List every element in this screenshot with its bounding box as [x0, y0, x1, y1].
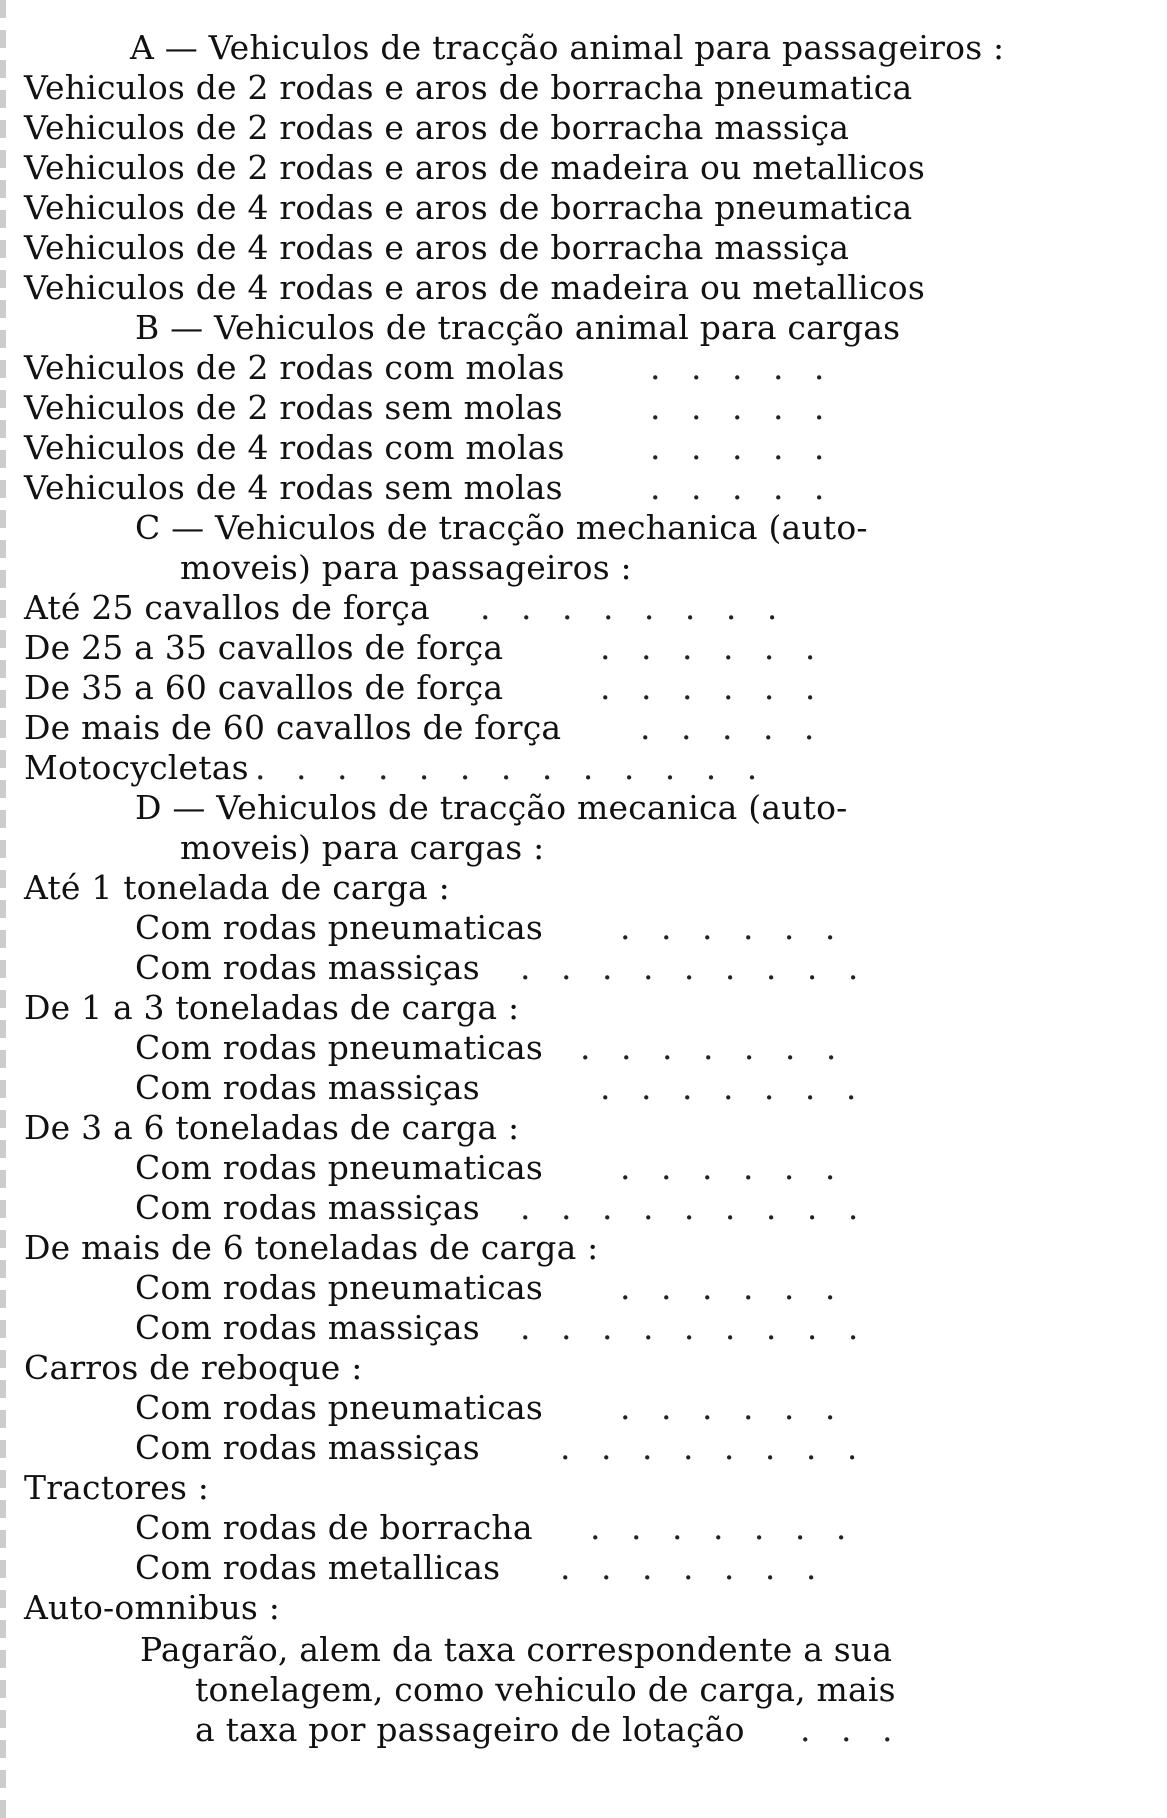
row-label: Com rodas massiças	[135, 1068, 480, 1107]
row-label: Vehiculos de 4 rodas e aros de borracha pneumatica	[24, 188, 913, 227]
dot-leaders: . . . . . . .	[600, 1068, 867, 1107]
group-title-text: Carros de reboque :	[24, 1348, 363, 1387]
row-label: Com rodas pneumaticas	[135, 1388, 543, 1427]
dot-leaders: . . . . . .	[600, 668, 826, 707]
page-edge-shadow	[0, 0, 6, 1818]
dot-leaders: . . . . .	[640, 708, 825, 747]
row-label: Vehiculos de 4 rodas sem molas	[24, 468, 563, 507]
paragraph-line: tonelagem, como vehiculo de carga, mais	[195, 1670, 896, 1709]
paragraph-line: a taxa por passageiro de lotação	[195, 1710, 745, 1749]
row-label: Com rodas pneumaticas	[135, 908, 543, 947]
row-label: Com rodas massiças	[135, 1308, 480, 1347]
row-label: Com rodas massiças	[135, 1188, 480, 1227]
row-label: Vehiculos de 2 rodas e aros de madeira ou metallicos	[24, 148, 925, 187]
row-label: Com rodas de borracha	[135, 1508, 533, 1547]
row-label: Com rodas pneumaticas	[135, 1028, 543, 1067]
dot-leaders: . . . . . . .	[590, 1508, 857, 1547]
dot-leaders: . . . . . . . . .	[520, 948, 869, 987]
dot-leaders: . . . . . . .	[560, 1548, 827, 1587]
section-b-heading-text: B — Vehiculos de tracção animal para cargas	[135, 308, 901, 347]
group-title-text: Tractores :	[24, 1468, 210, 1507]
dot-leaders: . . . . . .	[620, 1268, 846, 1307]
section-c-heading-text-2: moveis) para passageiros :	[180, 548, 632, 587]
group-title-text: De 3 a 6 toneladas de carga :	[24, 1108, 520, 1147]
section-c-heading-text-1: C — Vehiculos de tracção mechanica (auto-	[135, 508, 868, 547]
row-label: Com rodas metallicas	[135, 1548, 501, 1587]
dot-leaders: . . . . .	[650, 348, 835, 387]
dot-leaders: . . . . .	[650, 428, 835, 467]
dot-leaders: . . . . . . . . . . . . .	[255, 748, 768, 787]
dot-leaders: . . . . . . . .	[560, 1428, 868, 1467]
row-label: Até 25 cavallos de força	[24, 588, 430, 627]
group-title-text: Até 1 tonelada de carga :	[24, 868, 450, 907]
group-title-text: De mais de 6 toneladas de carga :	[24, 1228, 599, 1267]
dot-leaders: . . . . .	[650, 388, 835, 427]
row-label: Com rodas pneumaticas	[135, 1148, 543, 1187]
paragraph-line: Pagarão, alem da taxa correspondente a sua	[140, 1630, 893, 1669]
row-label: Vehiculos de 4 rodas com molas	[24, 428, 565, 467]
row-label: Vehiculos de 4 rodas e aros de madeira ou metallicos	[24, 268, 925, 307]
row-label: Vehiculos de 2 rodas com molas	[24, 348, 565, 387]
row-label: Com rodas massiças	[135, 948, 480, 987]
section-d-heading-text-1: D — Vehiculos de tracção mecanica (auto-	[135, 788, 848, 827]
section-d-heading-text-2: moveis) para cargas :	[180, 828, 545, 867]
row-label: De 25 a 35 cavallos de força	[24, 628, 504, 667]
dot-leaders: . . . . .	[650, 468, 835, 507]
dot-leaders: . . . . . . .	[580, 1028, 847, 1067]
dot-leaders: . . . . . . . . .	[520, 1188, 869, 1227]
row-label: De mais de 60 cavallos de força	[24, 708, 562, 747]
dot-leaders: . . . . . .	[620, 1388, 846, 1427]
dot-leaders: . . . . . .	[620, 1148, 846, 1187]
auto-omnibus-title-text: Auto-omnibus :	[24, 1588, 281, 1627]
row-label: Vehiculos de 2 rodas e aros de borracha massiça	[24, 108, 850, 147]
row-label: Vehiculos de 2 rodas sem molas	[24, 388, 563, 427]
row-label: Vehiculos de 4 rodas e aros de borracha massiça	[24, 228, 850, 267]
row-label: De 35 a 60 cavallos de força	[24, 668, 504, 707]
group-title-text: De 1 a 3 toneladas de carga :	[24, 988, 520, 1027]
dot-leaders: . . . . . . . . .	[520, 1308, 869, 1347]
dot-leaders: . . . . . .	[600, 628, 826, 667]
dot-leaders: . . . . . . . .	[480, 588, 788, 627]
row-label: Vehiculos de 2 rodas e aros de borracha pneumatica	[24, 68, 913, 107]
row-label: Motocycletas	[24, 748, 249, 787]
row-label: Com rodas pneumaticas	[135, 1268, 543, 1307]
dot-leaders: . . .	[800, 1710, 903, 1749]
dot-leaders: . . . . . .	[620, 908, 846, 947]
row-label: Com rodas massiças	[135, 1428, 480, 1467]
section-a-heading-text: A — Vehiculos de tracção animal para passageiros :	[130, 28, 1005, 67]
